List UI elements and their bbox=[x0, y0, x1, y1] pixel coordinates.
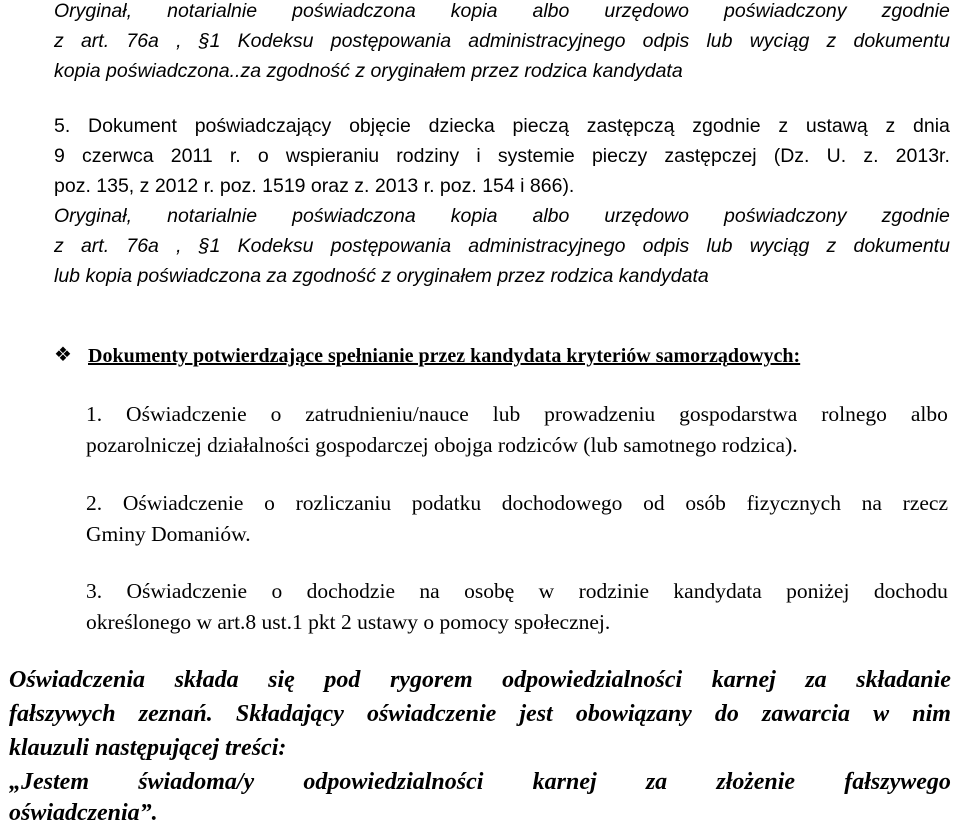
word: „Jestem bbox=[9, 769, 89, 795]
word: ustawą bbox=[805, 115, 868, 137]
word: lub bbox=[706, 235, 733, 257]
word: odpowiedzialności bbox=[303, 769, 484, 795]
list-item-1-line-2: pozarolniczej działalności gospodarczej obojga rodziców (lub samotnego rodzica). bbox=[86, 433, 798, 457]
word: z bbox=[885, 115, 896, 137]
word: gospodarstwa bbox=[679, 402, 798, 426]
word: r. bbox=[229, 145, 241, 167]
declaration-quote-line-1 bbox=[9, 767, 951, 797]
word: świadoma/y bbox=[138, 769, 255, 795]
word: w bbox=[873, 701, 890, 727]
word: Składający bbox=[235, 701, 344, 727]
word: z. bbox=[863, 145, 879, 167]
word: jest bbox=[519, 701, 553, 727]
section-heading: Dokumenty potwierdzające spełnianie przez kandydata kryteriów samorządowych: bbox=[88, 345, 801, 367]
declaration-line-2 bbox=[9, 699, 951, 729]
word: urzędowo bbox=[604, 205, 689, 227]
word: art. bbox=[80, 235, 110, 257]
word: dokumentu bbox=[853, 30, 950, 52]
word: zastępczej bbox=[664, 145, 757, 167]
word: odpis bbox=[642, 235, 690, 257]
word: 76a bbox=[126, 30, 159, 52]
word: fałszywego bbox=[844, 769, 951, 795]
word: zgodnie bbox=[881, 0, 950, 22]
word: objęcie bbox=[349, 115, 411, 137]
word: Oryginał, bbox=[54, 0, 133, 22]
word: od bbox=[643, 491, 665, 515]
word: notarialnie bbox=[167, 205, 258, 227]
word: prowadzeniu bbox=[544, 402, 656, 426]
word: Oświadczenie bbox=[126, 402, 247, 426]
declaration-line-3: klauzuli następującej treści: bbox=[9, 735, 287, 761]
word: notarialnie bbox=[167, 0, 258, 22]
word: o bbox=[257, 145, 269, 167]
word: dochodu bbox=[873, 579, 948, 603]
word: dokumentu bbox=[853, 235, 950, 257]
word: o bbox=[264, 491, 275, 515]
word: albo bbox=[910, 402, 948, 426]
word: 76a bbox=[126, 235, 159, 257]
word: obowiązany bbox=[575, 701, 692, 727]
word: urzędowo bbox=[604, 0, 689, 22]
word: wyciąg bbox=[749, 235, 810, 257]
word: pod bbox=[324, 667, 361, 693]
word: poniżej bbox=[786, 579, 850, 603]
word: o bbox=[270, 402, 282, 426]
word: poświadczony bbox=[724, 0, 847, 22]
word: , bbox=[176, 30, 182, 52]
word: zatrudnieniu/nauce bbox=[305, 402, 469, 426]
word: dochodowego bbox=[501, 491, 623, 515]
word: poświadczający bbox=[194, 115, 332, 137]
word: §1 bbox=[198, 30, 221, 52]
item5-note-1 bbox=[54, 203, 950, 229]
word: o bbox=[271, 579, 283, 603]
word: składa bbox=[174, 667, 239, 693]
word: na bbox=[861, 491, 882, 515]
word: zgodnie bbox=[881, 205, 950, 227]
word: za bbox=[805, 667, 827, 693]
word: , bbox=[176, 235, 182, 257]
word: w bbox=[538, 579, 555, 603]
word: administracyjnego bbox=[468, 30, 626, 52]
word: dziecka bbox=[428, 115, 495, 137]
word: Kodeksu bbox=[237, 235, 314, 257]
word: dnia bbox=[913, 115, 950, 137]
word: 2011 bbox=[170, 145, 213, 167]
word: systemie bbox=[497, 145, 575, 167]
word: kopia bbox=[450, 0, 498, 22]
word: 2. bbox=[86, 491, 103, 515]
word: Oświadczenia bbox=[9, 667, 146, 693]
word: za bbox=[645, 769, 668, 795]
sec-a-line-2 bbox=[54, 28, 950, 54]
word: z bbox=[778, 115, 789, 137]
word: 3. bbox=[86, 579, 103, 603]
word: dochodzie bbox=[306, 579, 395, 603]
word: czerwca bbox=[82, 145, 154, 167]
word: albo bbox=[532, 0, 570, 22]
word: postępowania bbox=[330, 235, 452, 257]
diamond-bullet-icon: ❖ bbox=[54, 344, 72, 366]
word: zeznań. bbox=[138, 701, 213, 727]
word: wspieraniu bbox=[285, 145, 380, 167]
word: odpis bbox=[642, 30, 690, 52]
word: Oświadczenie bbox=[122, 491, 244, 515]
word: z bbox=[826, 30, 837, 52]
item5-note-3: lub kopia poświadczona za zgodność z oryginałem przez rodzica kandydata bbox=[54, 265, 709, 287]
word: i bbox=[476, 145, 481, 167]
word: fizycznych bbox=[746, 491, 841, 515]
item5-line-3: poz. 135, z 2012 r. poz. 1519 oraz z. 2013 r. poz. 154 i 866). bbox=[54, 175, 575, 197]
word: zgodnie bbox=[692, 115, 761, 137]
word: pieczą bbox=[512, 115, 569, 137]
word: U. bbox=[826, 145, 847, 167]
word: rolnego bbox=[821, 402, 887, 426]
word: z bbox=[54, 30, 64, 52]
word: do bbox=[714, 701, 739, 727]
declaration-quote-line-2: oświadczenia”. bbox=[9, 800, 158, 826]
word: osób bbox=[685, 491, 726, 515]
word: poświadczona bbox=[292, 0, 416, 22]
word: Kodeksu bbox=[237, 30, 314, 52]
item5-line-1 bbox=[54, 113, 950, 139]
word: rodziny bbox=[396, 145, 460, 167]
list-item-1-line-1 bbox=[86, 401, 948, 427]
word: pieczy bbox=[591, 145, 648, 167]
word: osobę bbox=[464, 579, 515, 603]
word: składanie bbox=[856, 667, 951, 693]
word: Oryginał, bbox=[54, 205, 133, 227]
item5-line-2 bbox=[54, 143, 950, 169]
word: 5. bbox=[54, 115, 71, 137]
word: z bbox=[54, 235, 64, 257]
word: 9 bbox=[54, 145, 65, 167]
word: odpowiedzialności bbox=[502, 667, 683, 693]
word: poświadczony bbox=[724, 205, 847, 227]
list-item-2-line-1 bbox=[86, 490, 948, 516]
list-item-3-line-2: określonego w art.8 ust.1 pkt 2 ustawy o pomocy społecznej. bbox=[86, 610, 611, 634]
sec-a-line-1 bbox=[54, 0, 950, 24]
word: złożenie bbox=[716, 769, 796, 795]
word: poświadczona bbox=[292, 205, 416, 227]
list-item-2-line-2: Gminy Domaniów. bbox=[86, 522, 251, 546]
word: podatku bbox=[411, 491, 482, 515]
word: fałszywych bbox=[9, 701, 116, 727]
word: na bbox=[419, 579, 440, 603]
word: lub bbox=[706, 30, 733, 52]
word: 2013r. bbox=[895, 145, 950, 167]
word: nim bbox=[912, 701, 951, 727]
word: zastępczą bbox=[586, 115, 675, 137]
word: rozliczaniu bbox=[295, 491, 392, 515]
item5-note-2 bbox=[54, 233, 950, 259]
word: kandydata bbox=[673, 579, 762, 603]
word: zawarcia bbox=[762, 701, 851, 727]
word: rzecz bbox=[902, 491, 948, 515]
word: wyciąg bbox=[749, 30, 810, 52]
list-item-3-line-1 bbox=[86, 578, 948, 604]
word: art. bbox=[80, 30, 110, 52]
word: administracyjnego bbox=[468, 235, 626, 257]
word: §1 bbox=[198, 235, 221, 257]
word: kopia bbox=[450, 205, 498, 227]
sec-a-line-3: kopia poświadczona..za zgodność z oryginałem przez rodzica kandydata bbox=[54, 60, 683, 82]
word: Dokument bbox=[88, 115, 177, 137]
word: postępowania bbox=[330, 30, 452, 52]
word: Oświadczenie bbox=[126, 579, 248, 603]
word: (Dz. bbox=[773, 145, 810, 167]
word: rodzinie bbox=[578, 579, 650, 603]
word: albo bbox=[532, 205, 570, 227]
declaration-line-1 bbox=[9, 665, 951, 695]
word: karnej bbox=[711, 667, 776, 693]
word: 1. bbox=[86, 402, 103, 426]
word: rygorem bbox=[389, 667, 473, 693]
word: karnej bbox=[532, 769, 597, 795]
word: oświadczenie bbox=[366, 701, 497, 727]
word: z bbox=[826, 235, 837, 257]
word: się bbox=[268, 667, 295, 693]
word: lub bbox=[492, 402, 521, 426]
